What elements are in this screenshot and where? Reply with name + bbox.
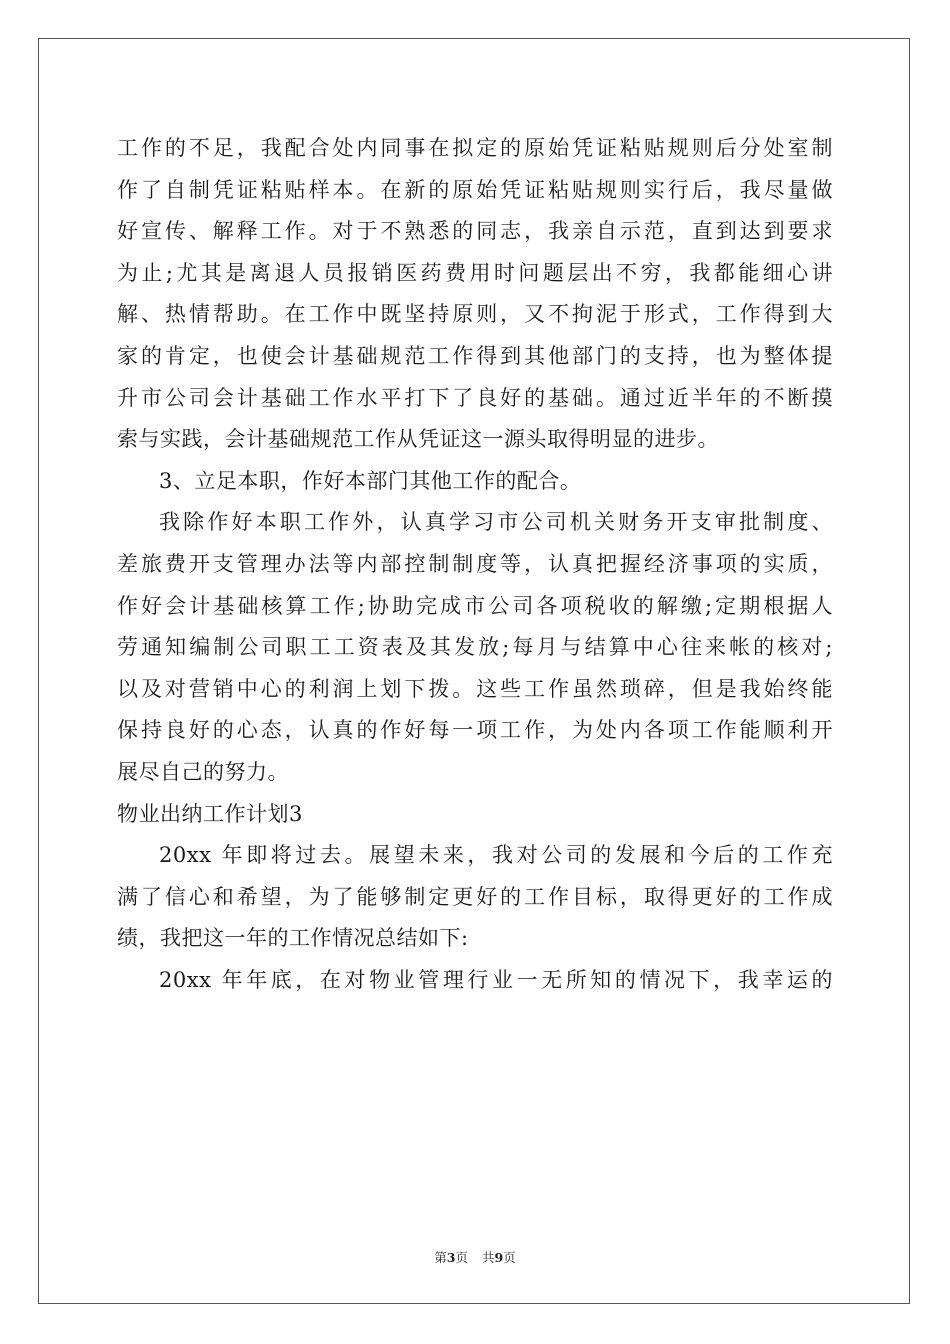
- text-line: 作好会计基础核算工作;协助完成市公司各项税收的解缴;定期根据人: [117, 593, 833, 618]
- page-number: 3: [446, 1250, 456, 1265]
- text-line: 好宣传、解释工作。对于不熟悉的同志，我亲自示范，直到达到要求: [117, 219, 833, 244]
- section-item-3: 3、立足本职，作好本部门其他工作的配合。: [159, 468, 582, 493]
- text-line: 解、热情帮助。在工作中既坚持原则，又不拘泥于形式，工作得到大: [117, 302, 833, 327]
- footer-total-prefix: 共: [482, 1250, 495, 1265]
- total-pages: 9: [494, 1250, 504, 1265]
- text-line: 作了自制凭证粘贴样本。在新的原始凭证粘贴规则实行后，我尽量做: [117, 177, 833, 202]
- text-line: 为止;尤其是离退人员报销医药费用时问题层出不穷，我都能细心讲: [117, 260, 833, 285]
- text-line: 以及对营销中心的利润上划下拨。这些工作虽然琐碎，但是我始终能: [117, 676, 833, 701]
- text-line: 索与实践，会计基础规范工作从凭证这一源头取得明显的进步。: [117, 427, 719, 452]
- footer-prefix: 第: [434, 1250, 447, 1265]
- section-heading: 物业出纳工作计划3: [117, 801, 303, 826]
- text-line: 展尽自己的努力。: [117, 759, 289, 784]
- text-line: 我除作好本职工作外，认真学习市公司机关财务开支审批制度、: [159, 510, 833, 535]
- text-line: 工作的不足，我配合处内同事在拟定的原始凭证粘贴规则后分处室制: [117, 136, 833, 160]
- text-line: 满了信心和希望，为了能够制定更好的工作目标，取得更好的工作成: [117, 884, 833, 909]
- text-line: 家的肯定，也使会计基础规范工作得到其他部门的支持，也为整体提: [117, 343, 833, 368]
- text-line: 升市公司会计基础工作水平打下了良好的基础。通过近半年的不断摸: [117, 385, 833, 410]
- text-line: 差旅费开支管理办法等内部控制制度等，认真把握经济事项的实质，: [117, 551, 833, 576]
- text-line: 劳通知编制公司职工工资表及其发放;每月与结算中心往来帐的核对;: [117, 635, 833, 660]
- text-line: 20xx 年年底，在对物业管理行业一无所知的情况下，我幸运的: [159, 967, 833, 992]
- document-body: [117, 128, 833, 1001]
- text-line: 保持良好的心态，认真的作好每一项工作，为处内各项工作能顺利开: [117, 718, 833, 743]
- footer-total-suffix: 页: [503, 1250, 516, 1265]
- page-footer: [0, 1248, 950, 1266]
- text-line: 绩，我把这一年的工作情况总结如下:: [117, 926, 469, 951]
- text-line: 20xx 年即将过去。展望未来，我对公司的发展和今后的工作充: [159, 843, 833, 868]
- footer-page-suffix: 页: [455, 1250, 468, 1265]
